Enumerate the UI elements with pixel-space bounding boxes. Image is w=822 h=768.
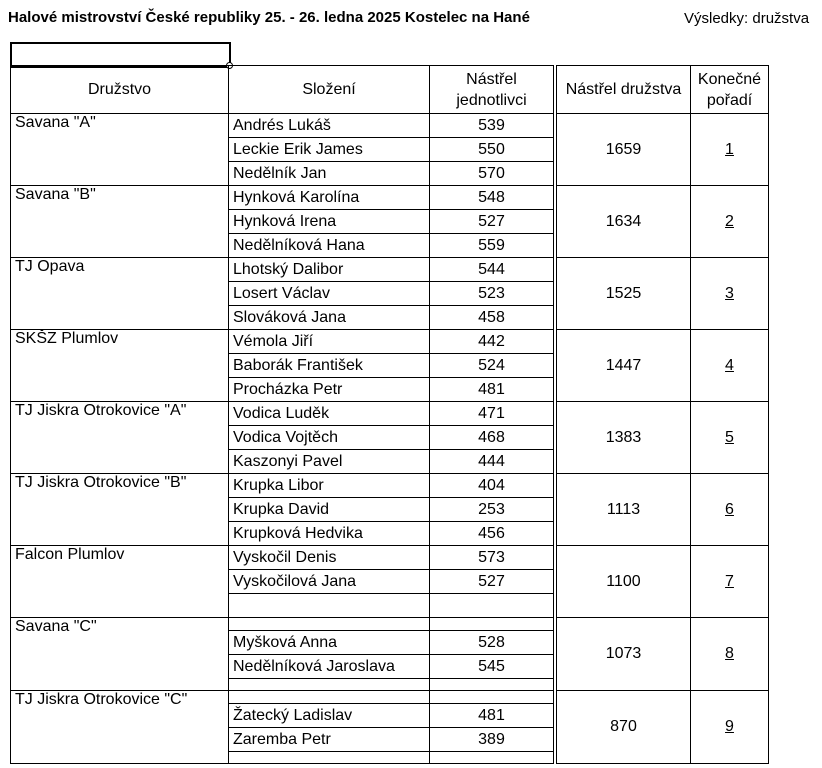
team-score-cell[interactable]: 870	[557, 691, 691, 764]
member-name-cell[interactable]: Nedělníková Jaroslava	[229, 655, 430, 679]
member-score-cell[interactable]	[430, 594, 554, 618]
col-header-team-score[interactable]: Nástřel družstva	[557, 66, 691, 114]
member-name-cell[interactable]: Krupka Libor	[229, 474, 430, 498]
team-name-cell[interactable]: Falcon Plumlov	[11, 546, 229, 618]
col-header-individual-score-line2: jednotlivci	[456, 91, 527, 109]
member-name-cell[interactable]: Leckie Erik James	[229, 138, 430, 162]
col-header-rank-line1: Konečné	[697, 70, 762, 88]
member-name-cell[interactable]	[229, 618, 430, 631]
member-score-cell[interactable]: 481	[430, 704, 554, 728]
member-name-cell[interactable]: Nedělník Jan	[229, 162, 430, 186]
member-score-cell[interactable]	[430, 752, 554, 764]
member-score-cell[interactable]	[430, 618, 554, 631]
member-score-cell[interactable]	[430, 679, 554, 691]
rank-value: 9	[725, 718, 734, 735]
member-name-cell[interactable]: Vyskočil Denis	[229, 546, 430, 570]
rank-cell[interactable]	[691, 618, 769, 691]
member-score-cell[interactable]: 481	[430, 378, 554, 402]
member-score-cell[interactable]: 389	[430, 728, 554, 752]
member-name-cell[interactable]: Myšková Anna	[229, 631, 430, 655]
col-header-team[interactable]: Družstvo	[11, 66, 229, 114]
rank-cell[interactable]	[691, 114, 769, 186]
rank-value: 6	[725, 500, 734, 518]
team-name-cell[interactable]: Savana "C"	[11, 618, 229, 691]
member-score-cell[interactable]: 468	[430, 426, 554, 450]
member-score-cell[interactable]: 444	[430, 450, 554, 474]
member-name-cell[interactable]: Krupka David	[229, 498, 430, 522]
rank-cell[interactable]	[691, 546, 769, 618]
member-score-cell[interactable]: 545	[430, 655, 554, 679]
rank-value: 1	[725, 140, 734, 158]
table-row	[11, 186, 769, 210]
rank-cell[interactable]	[691, 402, 769, 474]
team-score-cell[interactable]: 1113	[557, 474, 691, 546]
member-name-cell[interactable]: Slováková Jana	[229, 306, 430, 330]
member-score-cell[interactable]: 527	[430, 570, 554, 594]
table-row	[11, 618, 769, 631]
member-name-cell[interactable]: Andrés Lukáš	[229, 114, 430, 138]
col-header-rank-line2: pořadí	[706, 91, 753, 109]
member-score-cell[interactable]: 404	[430, 474, 554, 498]
rank-value: 7	[725, 572, 734, 590]
table-row	[11, 474, 769, 498]
rank-value: 4	[725, 356, 734, 374]
table-row	[11, 691, 769, 704]
rank-value: 5	[725, 428, 734, 446]
member-name-cell[interactable]: Zaremba Petr	[229, 728, 430, 752]
rank-value: 8	[725, 645, 734, 662]
rank-cell[interactable]	[691, 330, 769, 402]
member-score-cell[interactable]: 548	[430, 186, 554, 210]
member-name-cell[interactable]: Baborák František	[229, 354, 430, 378]
table-row	[11, 330, 769, 354]
col-header-members[interactable]: Složení	[229, 66, 430, 114]
team-score-cell[interactable]: 1383	[557, 402, 691, 474]
member-name-cell[interactable]	[229, 594, 430, 618]
member-name-cell[interactable]: Lhotský Dalibor	[229, 258, 430, 282]
member-name-cell[interactable]: Krupková Hedvika	[229, 522, 430, 546]
member-score-cell[interactable]: 570	[430, 162, 554, 186]
member-name-cell[interactable]: Vémola Jiří	[229, 330, 430, 354]
team-name-cell[interactable]: TJ Jiskra Otrokovice "C"	[11, 691, 229, 764]
member-score-cell[interactable]: 527	[430, 210, 554, 234]
team-score-cell[interactable]: 1100	[557, 546, 691, 618]
member-name-cell[interactable]: Hynková Irena	[229, 210, 430, 234]
rank-cell[interactable]	[691, 474, 769, 546]
member-score-cell[interactable]: 458	[430, 306, 554, 330]
rank-value: 3	[725, 284, 734, 302]
member-score-cell[interactable]: 471	[430, 402, 554, 426]
member-name-cell[interactable]: Nedělníková Hana	[229, 234, 430, 258]
results-table	[10, 65, 769, 764]
member-score-cell[interactable]: 456	[430, 522, 554, 546]
member-score-cell[interactable]: 524	[430, 354, 554, 378]
member-name-cell[interactable]: Losert Václav	[229, 282, 430, 306]
member-score-cell[interactable]: 539	[430, 114, 554, 138]
member-name-cell[interactable]	[229, 752, 430, 764]
team-name-cell[interactable]: TJ Jiskra Otrokovice "B"	[11, 474, 229, 546]
table-row	[11, 402, 769, 426]
team-name-cell[interactable]: Savana "B"	[11, 186, 229, 258]
member-name-cell[interactable]: Vyskočilová Jana	[229, 570, 430, 594]
member-score-cell[interactable]: 253	[430, 498, 554, 522]
header-row	[11, 66, 769, 114]
member-name-cell[interactable]: Vodica Luděk	[229, 402, 430, 426]
member-score-cell[interactable]: 523	[430, 282, 554, 306]
results-body	[11, 114, 769, 764]
member-score-cell[interactable]: 544	[430, 258, 554, 282]
member-name-cell[interactable]: Procházka Petr	[229, 378, 430, 402]
member-score-cell[interactable]: 528	[430, 631, 554, 655]
member-score-cell[interactable]: 573	[430, 546, 554, 570]
team-name-cell[interactable]: SKŠZ Plumlov	[11, 330, 229, 402]
rank-cell[interactable]	[691, 186, 769, 258]
col-header-rank[interactable]	[691, 66, 769, 114]
rank-cell[interactable]	[691, 258, 769, 330]
member-name-cell[interactable]: Hynková Karolína	[229, 186, 430, 210]
team-score-cell[interactable]: 1525	[557, 258, 691, 330]
team-score-cell[interactable]: 1073	[557, 618, 691, 691]
rank-value: 2	[725, 212, 734, 230]
member-score-cell[interactable]: 550	[430, 138, 554, 162]
team-score-cell[interactable]: 1447	[557, 330, 691, 402]
col-header-individual-score-line1: Nástřel	[466, 70, 517, 88]
member-score-cell[interactable]	[430, 691, 554, 704]
team-name-cell[interactable]: TJ Opava	[11, 258, 229, 330]
table-row	[11, 546, 769, 570]
team-score-cell[interactable]: 1634	[557, 186, 691, 258]
member-name-cell[interactable]	[229, 679, 430, 691]
table-row	[11, 114, 769, 138]
member-name-cell[interactable]: Kaszonyi Pavel	[229, 450, 430, 474]
team-name-cell[interactable]: Savana "A"	[11, 114, 229, 186]
team-name-cell[interactable]: TJ Jiskra Otrokovice "A"	[11, 402, 229, 474]
member-score-cell[interactable]: 442	[430, 330, 554, 354]
sheet-title: Halové mistrovství České republiky 25. - 26. ledna 2025 Kostelec na Hané	[8, 9, 530, 26]
col-header-individual-score[interactable]	[430, 66, 554, 114]
table-row	[11, 258, 769, 282]
member-name-cell[interactable]	[229, 691, 430, 704]
rank-cell[interactable]	[691, 691, 769, 764]
member-name-cell[interactable]: Žatecký Ladislav	[229, 704, 430, 728]
team-score-cell[interactable]: 1659	[557, 114, 691, 186]
member-name-cell[interactable]: Vodica Vojtěch	[229, 426, 430, 450]
sheet-subtitle: Výsledky: družstva	[684, 10, 810, 27]
member-score-cell[interactable]: 559	[430, 234, 554, 258]
